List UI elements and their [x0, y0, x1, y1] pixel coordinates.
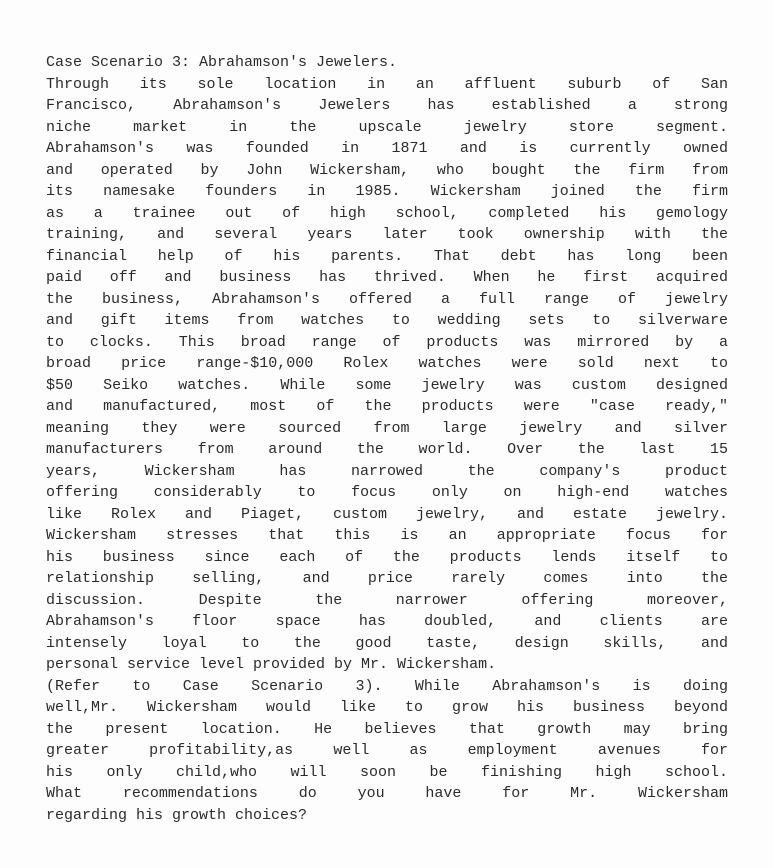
paragraph-company-background: [46, 74, 728, 676]
paragraph-line: like Rolex and Piaget, custom jewelry, and estate jewelry.: [46, 505, 728, 523]
paragraph-line: Abrahamson's was founded in 1871 and is currently owned: [46, 140, 728, 157]
paragraph-line: relationship selling, and price rarely comes into the: [46, 570, 728, 587]
paragraph-line: his only child,who will soon be finishing high school.: [46, 763, 728, 781]
paragraph-line: and gift items from watches to wedding sets to silverware: [46, 312, 728, 329]
paragraph-line: financial help of his parents. That debt has long been: [46, 247, 728, 265]
paragraph-line: discussion. Despite the narrower offering moreover,: [46, 591, 728, 609]
paragraph-line: regarding his growth choices?: [46, 806, 308, 824]
paragraph-line: his business since each of the products lends itself to: [46, 548, 728, 566]
paragraph-line: meaning they were sourced from large jewelry and silver: [46, 419, 728, 437]
paragraph-line: What recommendations do you have for Mr. Wickersham: [46, 785, 728, 802]
paragraph-line: as a trainee out of high school, completed his gemology: [46, 204, 728, 222]
paragraph-line: its namesake founders in 1985. Wickersham joined the firm: [46, 183, 728, 200]
paragraph-line: $50 Seiko watches. While some jewelry was custom designed: [46, 376, 728, 394]
paragraph-line: years, Wickersham has narrowed the company's product: [46, 462, 728, 480]
case-scenario-text: [46, 52, 728, 826]
paragraph-line: Wickersham stresses that this is an appropriate focus for: [46, 527, 728, 544]
paragraph-line: (Refer to Case Scenario 3). While Abrahamson's is doing: [46, 677, 728, 695]
paragraph-line: and manufactured, most of the products were "case ready,": [46, 398, 728, 415]
paragraph-line: niche market in the upscale jewelry store segment.: [46, 118, 728, 136]
paragraph-line: broad price range-$10,000 Rolex watches were sold next to: [46, 355, 728, 372]
paragraph-line: Francisco, Abrahamson's Jewelers has established a strong: [46, 97, 728, 114]
paragraph-line: intensely loyal to the good taste, design skills, and: [46, 634, 728, 652]
paragraph-line: the business, Abrahamson's offered a full range of jewelry: [46, 290, 728, 308]
paragraph-line: to clocks. This broad range of products was mirrored by a: [46, 333, 728, 351]
paragraph-line: training, and several years later took ownership with the: [46, 226, 728, 243]
paragraph-line: Through its sole location in an affluent suburb of San: [46, 75, 728, 93]
document-heading: Case Scenario 3: Abrahamson's Jewelers.: [46, 54, 398, 71]
paragraph-line: and operated by John Wickersham, who bought the firm from: [46, 161, 728, 179]
paragraph-line: greater profitability,as well as employment avenues for: [46, 742, 728, 759]
paragraph-line: personal service level provided by Mr. Wickersham.: [46, 656, 497, 673]
paragraph-question: [46, 676, 728, 827]
paragraph-line: Abrahamson's floor space has doubled, and clients are: [46, 613, 728, 630]
paragraph-line: paid off and business has thrived. When he first acquired: [46, 269, 728, 286]
paragraph-line: manufacturers from around the world. Over the last 15: [46, 441, 728, 458]
paragraph-line: offering considerably to focus only on high-end watches: [46, 484, 728, 501]
paragraph-line: well,Mr. Wickersham would like to grow his business beyond: [46, 699, 728, 716]
paragraph-line: the present location. He believes that growth may bring: [46, 720, 728, 738]
